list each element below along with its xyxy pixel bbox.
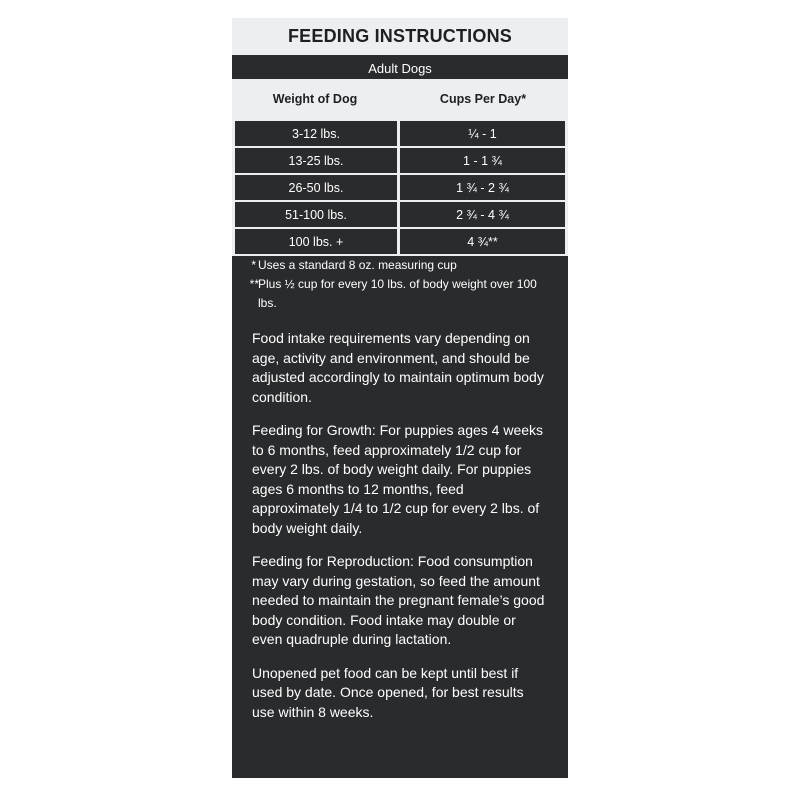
column-header-cups: Cups Per Day* <box>439 92 527 106</box>
cups-cell: 1 - 1 ¾ <box>400 148 565 173</box>
footnote-text: Plus ½ cup for every 10 lbs. of body weight over 100 lbs. <box>258 277 537 310</box>
table-row <box>235 121 565 146</box>
weight-cell: 100 lbs. + <box>235 229 397 254</box>
footnote-large-dogs <box>232 275 568 313</box>
page-title: FEEDING INSTRUCTIONS <box>287 26 512 46</box>
footnote-mark: ** <box>249 277 259 291</box>
title-bar <box>232 18 568 55</box>
footnote-text: Uses a standard 8 oz. measuring cup <box>258 258 457 272</box>
paragraph-growth: Feeding for Growth: For puppies ages 4 weeks to 6 months, feed approximately 1/2 cup for every 2 lbs. of body weight daily. For puppies ages 6 months to 12 months, feed approximately 1/4 to 1/2 cup for every 2 lbs. of body weight daily. <box>252 422 544 536</box>
footnote-mark: * <box>251 258 256 272</box>
cups-cell: 2 ¾ - 4 ¾ <box>400 202 565 227</box>
cups-cell: 4 ¾** <box>400 229 565 254</box>
notes-section <box>232 254 568 722</box>
table-row <box>235 175 565 200</box>
paragraph-storage: Unopened pet food can be kept until best if used by date. Once opened, for best results use within 8 weeks. <box>252 664 524 720</box>
table-row <box>235 202 565 227</box>
weight-cell: 26-50 lbs. <box>235 175 397 200</box>
paragraph-reproduction: Feeding for Reproduction: Food consumption may vary during gestation, so feed the amount needed to maintain the pregnant female’s good body condition. Food intake may double or even quadruple during lactation. <box>252 553 545 647</box>
cups-cell: ¼ - 1 <box>400 121 565 146</box>
cups-cell: 1 ¾ - 2 ¾ <box>400 175 565 200</box>
paragraph-intake: Food intake requirements vary depending on age, activity and environment, and should be adjusted accordingly to maintain optimum body condition. <box>252 330 544 405</box>
weight-cell: 51-100 lbs. <box>235 202 397 227</box>
weight-cell: 3-12 lbs. <box>235 121 397 146</box>
feeding-instructions-panel <box>232 18 568 778</box>
footnote-measuring-cup <box>232 256 568 275</box>
weight-cell: 13-25 lbs. <box>235 148 397 173</box>
feeding-table <box>232 119 568 256</box>
section-heading: Adult Dogs <box>235 58 565 78</box>
table-row <box>235 229 565 254</box>
table-row <box>235 148 565 173</box>
column-header-weight: Weight of Dog <box>272 92 358 106</box>
table-header <box>232 79 568 119</box>
